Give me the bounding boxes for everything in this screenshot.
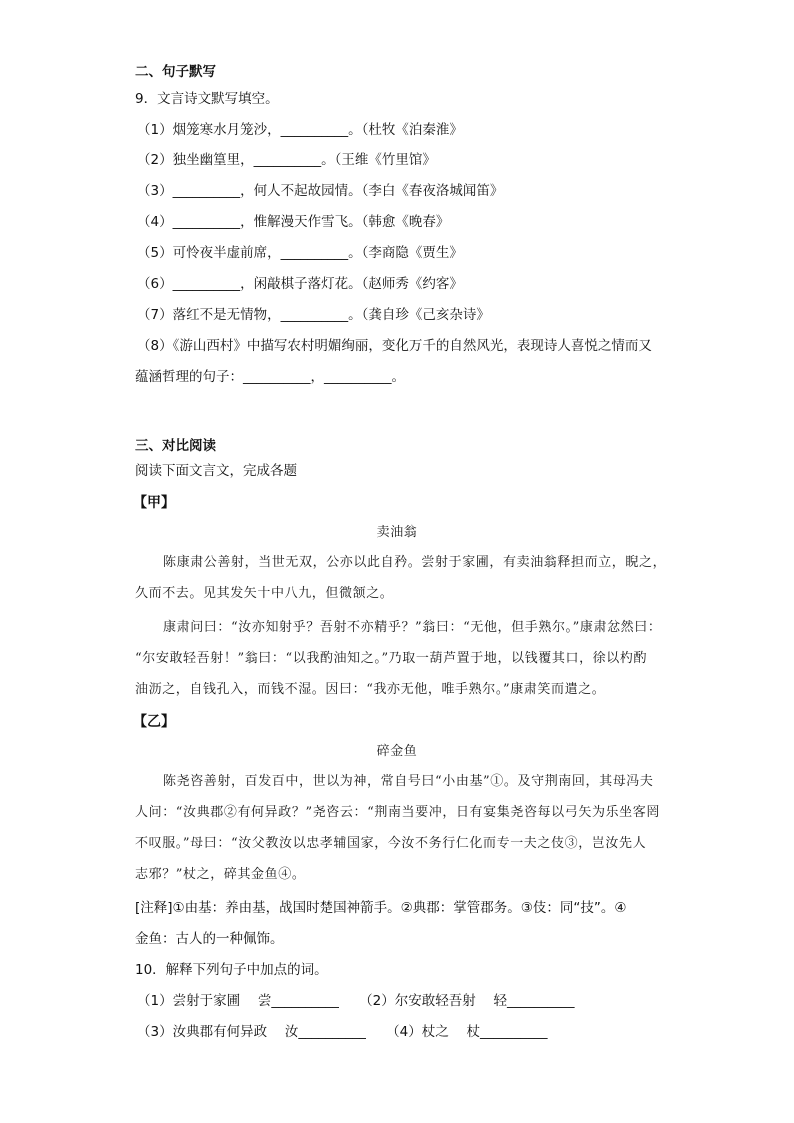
q9-item-8-line1: （8）《游山西村》中描写农村明媚绚丽，变化万千的自然风光，表现诗人喜悦之情而又 bbox=[137, 338, 652, 354]
passage-jia-line: 陈康肃公善射，当世无双，公亦以此自矜。尝射于家圃，有卖油翁释担而立，睨之， bbox=[163, 555, 667, 570]
q9-item-1: （1）烟笼寒水月笼沙，__________。（杜牧《泊秦淮》 bbox=[137, 122, 463, 138]
passage-jia-line: “尔安敢轻吾射！”翁曰：“以我酌油知之。”乃取一葫芦置于地，以钱覆其口，徐以杓酌 bbox=[135, 651, 648, 666]
passage-jia-label: 【甲】 bbox=[133, 495, 175, 511]
passage-jia-line: 康肃问曰：“汝亦知射乎？吾射不亦精乎？”翁曰：“无他，但手熟尔。”康肃忿然曰： bbox=[163, 620, 662, 635]
passage-yi-label: 【乙】 bbox=[133, 714, 175, 730]
q10-row-1: （1）尝射于家圃 尝__________ （2）尔安敢轻吾射 轻__________ bbox=[137, 993, 575, 1009]
section3-intro: 阅读下面文言文，完成各题 bbox=[135, 463, 297, 479]
annotation-notes-line1: [注释]①由基：养由基，战国时楚国神箭手。②典郡：掌管郡务。③伎：同“技”。④ bbox=[135, 900, 627, 916]
passage-yi-line: 不叹服。”母曰：“汝父教汝以忠孝辅国家，今汝不务行仁化而专一夫之伎③，岂汝先人 bbox=[135, 836, 647, 851]
q9-item-6: （6）__________，闲敲棋子落灯花。（赵师秀《约客》 bbox=[137, 276, 463, 292]
passage-jia-line: 久而不去。见其发矢十中八九，但微颔之。 bbox=[135, 586, 394, 601]
passage-yi-line: 志邪？”杖之，碎其金鱼④。 bbox=[135, 867, 306, 882]
q9-item-5: （5）可怜夜半虚前席，__________。（李商隐《贾生》 bbox=[137, 245, 463, 261]
q9-item-3: （3）__________，何人不起故园情。（李白《春夜洛城闻笛》 bbox=[137, 183, 504, 199]
passage-yi-line: 人问：“汝典郡②有何异政？”尧咨云：“荆南当要冲，日有宴集尧咨每以弓矢为乐坐客罔 bbox=[135, 805, 660, 820]
section-heading-sentence-dictation: 二、句子默写 bbox=[135, 64, 216, 80]
question-10-intro: 10．解释下列句子中加点的词。 bbox=[135, 962, 328, 978]
q10-row-2: （3）汝典郡有何异政 汝__________ （4）杖之 杖__________ bbox=[137, 1024, 548, 1040]
passage-yi-line: 陈尧咨善射，百发百中，世以为神，常自号曰“小由基”①。及守荆南回，其母冯夫 bbox=[163, 774, 654, 789]
q9-item-2: （2）独坐幽篁里，__________。（王维《竹里馆》 bbox=[137, 152, 436, 168]
q9-item-4: （4）__________，惟解漫天作雪飞。（韩愈《晚春》 bbox=[137, 214, 450, 230]
passage-jia-title: 卖油翁 bbox=[376, 525, 418, 540]
section-heading-comparative-reading: 三、对比阅读 bbox=[135, 438, 216, 454]
annotation-notes-line2: 金鱼：古人的一种佩饰。 bbox=[135, 931, 284, 947]
passage-yi-title: 碎金鱼 bbox=[376, 744, 418, 759]
question-9-intro: 9．文言诗文默写填空。 bbox=[135, 91, 279, 107]
passage-jia-line: 油沥之，自钱孔入，而钱不湿。因曰：“我亦无他，唯手熟尔。”康肃笑而遣之。 bbox=[135, 682, 606, 697]
q9-item-7: （7）落红不是无情物，__________。（龚自珍《己亥杂诗》 bbox=[137, 307, 490, 323]
q9-item-8-line2: 蕴涵哲理的句子：__________，__________。 bbox=[135, 369, 405, 385]
